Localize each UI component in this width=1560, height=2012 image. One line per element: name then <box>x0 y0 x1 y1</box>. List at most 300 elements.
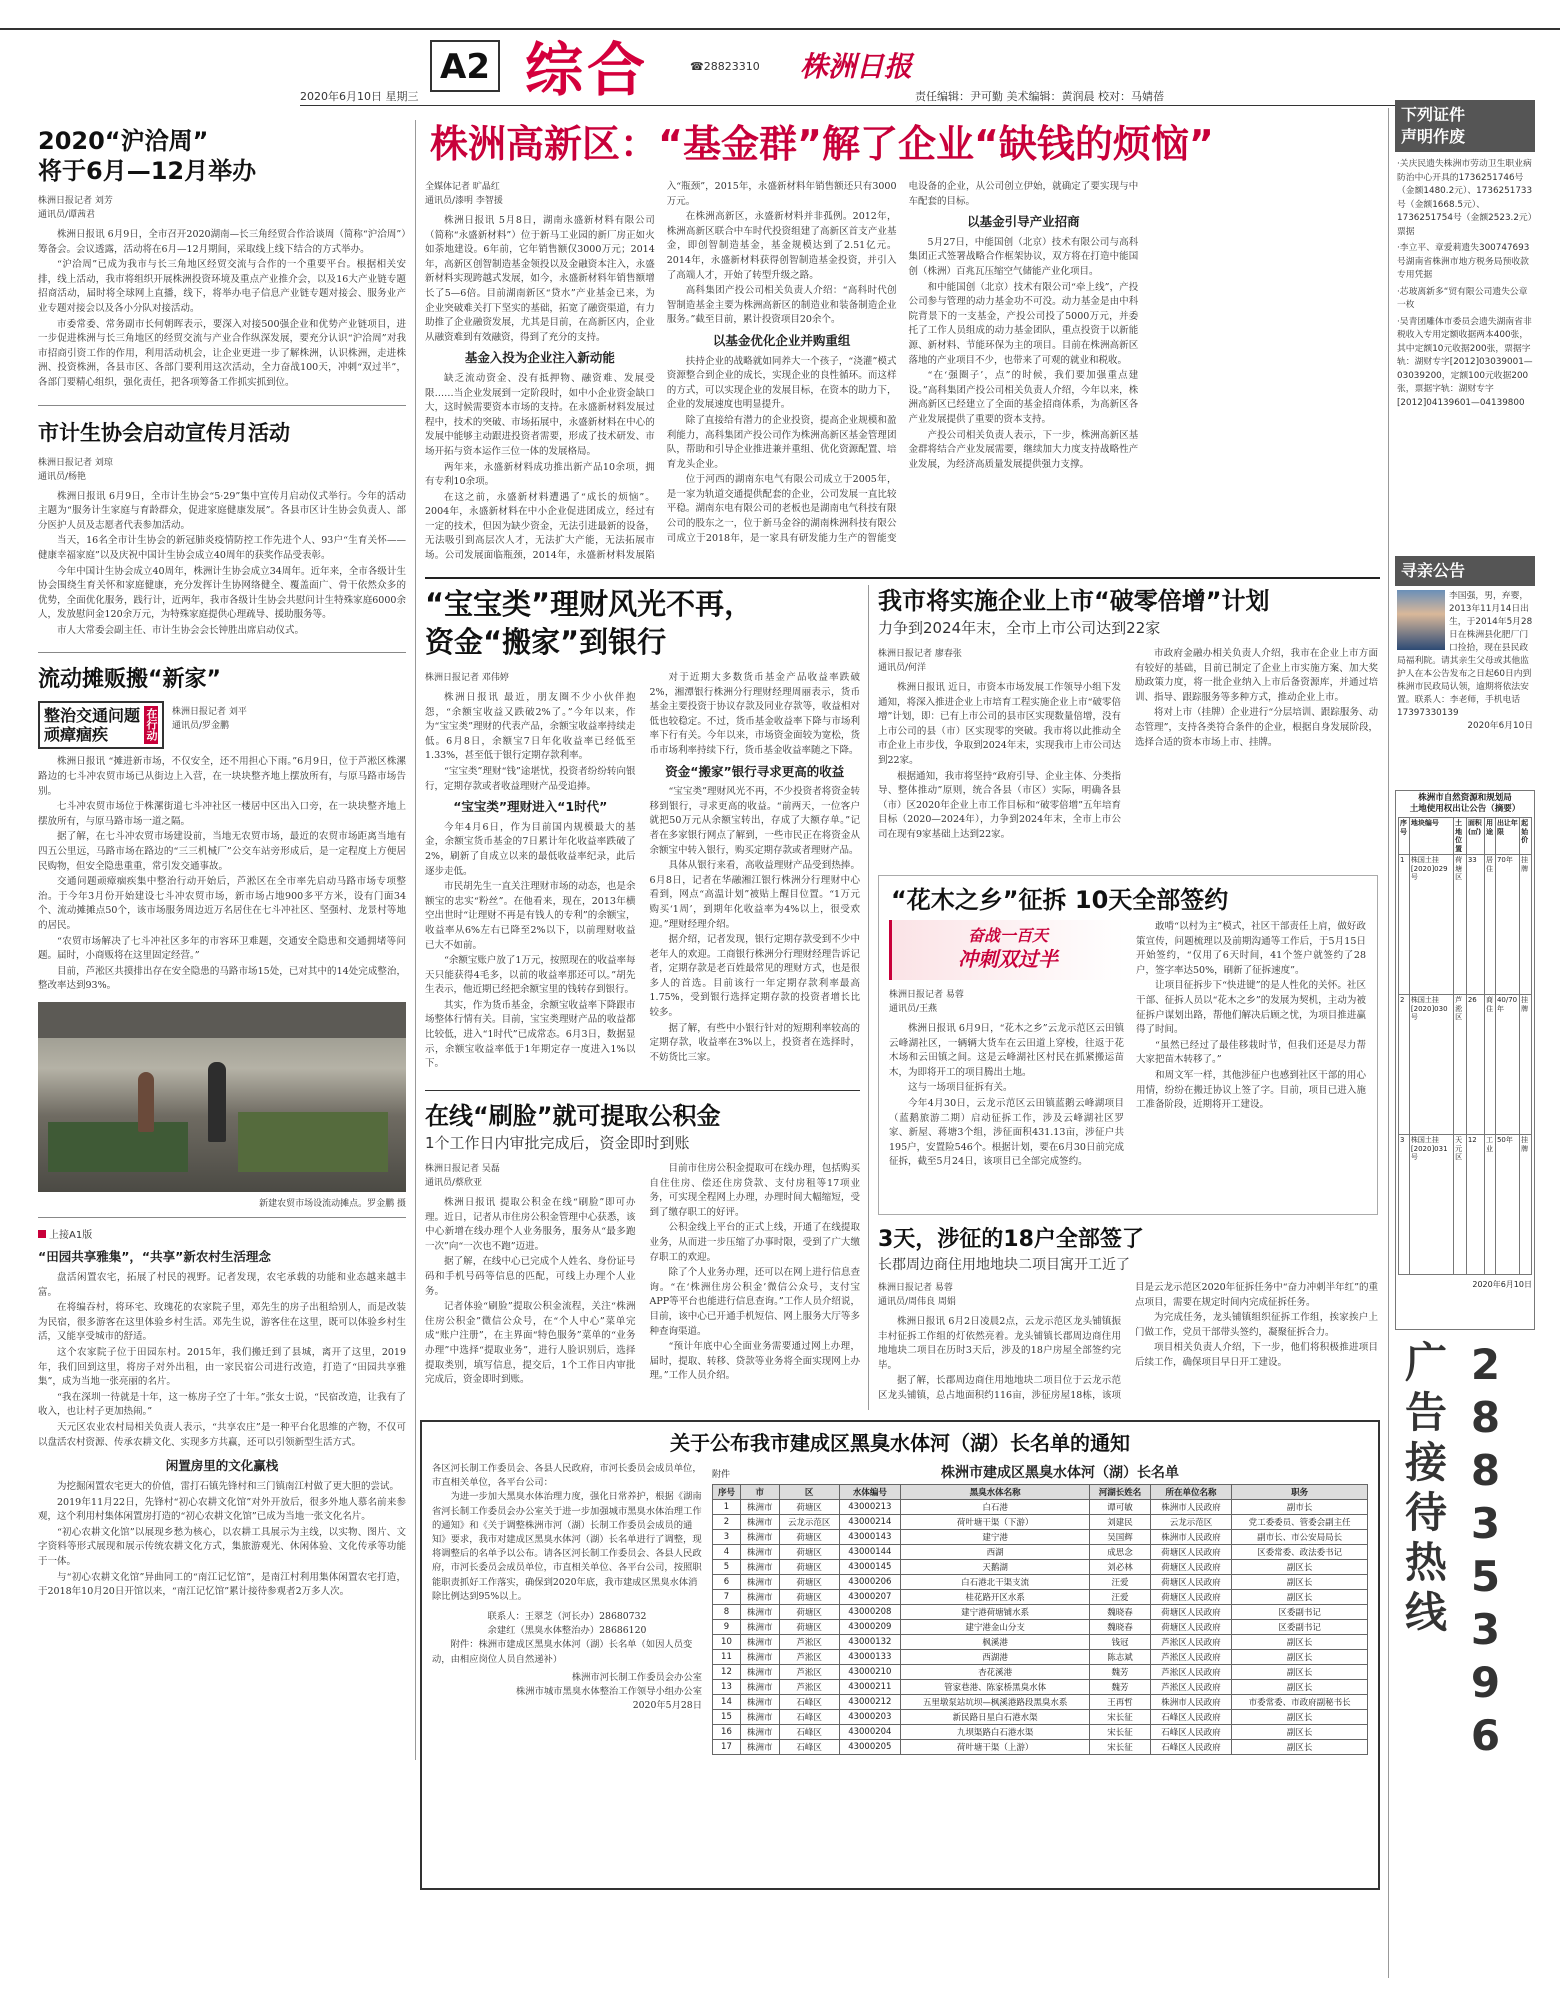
paragraph: 据了解，长郡周边商住用地地块二项目位于云龙示范区龙头铺镇，总占地面积约116亩，涉征房屋18栋，该项目是云龙示范区2020年征拆任务中“奋力冲刺半年红”的重点项目，需要在规定时间内完成征拆任务。 <box>878 1282 1378 1401</box>
table-cell: 43000208 <box>839 1605 900 1620</box>
table-row <box>713 1650 1368 1665</box>
notice-salutation: 各区河长制工作委员会、各县人民政府，市河长委员会成员单位，市直相关单位，各平台公司： <box>432 1463 702 1489</box>
left-subcolumn <box>889 920 1124 1171</box>
table-cell: 副区长 <box>1232 1560 1368 1575</box>
table-cell: 2 <box>713 1515 741 1530</box>
table-cell: 宋长征 <box>1090 1710 1150 1725</box>
land-cell: 26 <box>1466 995 1484 1135</box>
article-body <box>425 671 860 1081</box>
land-cell: 挂牌 <box>1520 995 1532 1135</box>
table-cell: 荷塘区 <box>779 1530 839 1545</box>
table-row <box>713 1575 1368 1590</box>
article-columns <box>878 647 1378 867</box>
paragraph: 今年中国计生协会成立40周年，株洲计生协会成立34周年。近年来，全市各级计生协会围绕生育关怀和家庭健康，充分发挥计生协网络健全、覆盖面广、骨干依然众多的优势，全面优化服务，践行计，近两年，我市各级计生协会共慰问计生特殊家庭6000余人，发放慰问金120余万元，为特殊家庭提供心理疏导、援助服务等。 <box>38 565 406 621</box>
paragraph: 记者体验“刷脸”提取公积金流程，关注“株洲住房公积金”微信公众号，在“个人中心”菜单完成“账户注册”，在主界面“特色服务”菜单的“业务办理”中选择“提取业务”，进行人脸识别后，选择提取类别，填写信息，提交后，1个工作日内审批完成后，资金即时到账。 <box>425 1301 636 1386</box>
table-cell: 副区长 <box>1232 1680 1368 1695</box>
land-cell: 12 <box>1466 1135 1484 1275</box>
paragraph: 交通问题顽瘴痼疾集中整治行动开始后，芦淞区在全市率先启动马路市场专项整治。于今年3月份开始建设七斗冲农贸市场，新市场占地900多平方米，设有门面34个、流动摊摊点50个，该市场服务周边近万名居住在七斗冲社区、坚强村、龙景村等地的居民。 <box>38 876 406 931</box>
table-cell: 副区长 <box>1232 1590 1368 1605</box>
land-cell: 天元区 <box>1454 1135 1467 1275</box>
void-title: 下列证件 声明作废 <box>1401 105 1466 146</box>
paragraph: 缺乏流动资金、没有抵押物、融资难、发展受限……当企业发展到一定阶段时，如中小企业资金缺口大，这时候需要资本市场的支持。在永盛新材料发展过程中，技术的突破、市场拓展中，永盛新材料在中心的发展中能够主动跟进投资者需要，形成了技术研发、市场开拓与资本运作三位一体的发展格局。 <box>425 372 655 457</box>
table-cell: 株洲市 <box>740 1560 779 1575</box>
table-cell: 荷塘区人民政府 <box>1150 1545 1232 1560</box>
table-header-cell: 所在单位名称 <box>1150 1485 1232 1500</box>
paragraph: 株洲日报讯 5月8日，湖南永盛新材料有限公司（简称“永盛新材料”）位于新马工业园的新厂房正如火如荼地建设。6年前，它年销售额仅3000万元；2014年，高新区创智制造基金领投以及金融资本注入，永盛新材料实现跨越式发展，如今，永盛新材料年销售额增长了5—6倍。目前湖南新区“贷水”产业基金已来，为企业突破难关打下坚实的基础，拓宽了融资渠道，有力助推了企业融资发展，尤其是目前，在高新区内，企业从融资难到有效融资，得到了充分的支持。 <box>425 215 655 343</box>
table-header-cell: 河湖长姓名 <box>1090 1485 1150 1500</box>
issuer-1: 株洲市河长制工作委员会办公室 <box>571 1671 702 1683</box>
notice-attachment: 附件：株洲市建成区黑臭水体河（湖）长名单（如因人员变动，由相应岗位人员自然递补） <box>432 1639 693 1665</box>
table-cell: 43000203 <box>839 1710 900 1725</box>
table-cell: 荷塘区人民政府 <box>1150 1605 1232 1620</box>
paragraph: 这与一场项目征拆有关。 <box>908 1082 1013 1094</box>
table-cell: 汪爱 <box>1090 1575 1150 1590</box>
table-cell: 43000206 <box>839 1575 900 1590</box>
table-row <box>713 1515 1368 1530</box>
table-cell: 枫溪港 <box>900 1635 1089 1650</box>
paragraph: 株洲日报讯 6月9日，全市计生协会“5·29”集中宣传月启动仪式举行。今年的活动主题为“服务计生家庭与育龄群众，促进家庭健康发展”。各县市区计生协会负责人、部分医护人员及志愿者代表参加活动。 <box>38 490 406 531</box>
land-cell: 株国土挂[2020]030号 <box>1409 995 1453 1135</box>
missing-title: 寻亲公告 <box>1401 561 1466 580</box>
land-table-body <box>1399 855 1532 1275</box>
land-notice-head: 土地使用权出让公告（摘要） <box>1409 804 1521 814</box>
ad-label: 广告接待热线 <box>1399 1340 1448 1640</box>
article-columns <box>425 671 860 1081</box>
table-cell: 荷塘区 <box>779 1560 839 1575</box>
table-cell: 17 <box>713 1740 741 1755</box>
paragraph: 5月27日，中能国创（北京）技术有限公司与高科集团正式签署战略合作框架协议，双方将在打造中能国创（株洲）百兆瓦压缩空气储能产业化项目。 <box>908 236 1139 277</box>
table-cell: 副区长 <box>1232 1710 1368 1725</box>
paragraph: “农贸市场解决了七斗冲社区多年的市容环卫难题，交通安全隐患和交通拥堵等问题。届时，小商贩将在这里固定经营。” <box>38 935 406 962</box>
table-area <box>712 1462 1368 1755</box>
table-cell: 7 <box>713 1590 741 1605</box>
paragraph: “初心农耕文化馆”以展现乡愁为核心，以农耕工具展示为主线，以实物、图片、文字资料等形式展现和展示传统农耕文化方式，集旅游观光、休闲体验、文化传承等功能于一体。 <box>38 1526 406 1568</box>
table-row <box>713 1590 1368 1605</box>
paragraph: 为挖掘闲置农宅更大的价值，雷打石镇先锋村和三门镇南江村做了更大胆的尝试。 <box>57 1481 400 1493</box>
subtitle: 资金“搬家”银行寻求更高的收益 <box>665 763 845 779</box>
article-subtitle: 力争到2024年末，全市上市公司达到22家 <box>878 619 1161 637</box>
article-body <box>38 490 406 639</box>
land-cell: 1 <box>1399 855 1410 995</box>
paragraph: 在将编吞村，将环宅、玫瑰花的农家院子里，邓先生的房子出租给别人，而是改装为民宿，很多游客在这里体验乡村生活。邓先生说，游客住在这里，既可以体验乡村生活，又能享受城市的舒适。 <box>38 1302 406 1343</box>
byline: 株洲日报记者 易蓉 通讯员/王燕 <box>889 990 964 1014</box>
ad-number: 28835396 <box>1461 1340 1510 1764</box>
land-header-cell: 用途 <box>1485 818 1496 855</box>
table-cell: 株洲市 <box>740 1725 779 1740</box>
article-columns <box>879 920 1377 1171</box>
land-header-cell: 出让年限 <box>1495 818 1519 855</box>
table-header-cell: 水体编号 <box>839 1485 900 1500</box>
article-body <box>38 755 406 994</box>
table-cell: 杏花溪港 <box>900 1665 1089 1680</box>
paragraph: 让项目征拆步下“快进键”的是人性化的关怀。社区干部、征拆人员以“花木之乡”的发展为契机，主动为被征拆户谋划出路，帮他们解决后顾之忧，为项目推进赢得了时间。 <box>1136 980 1366 1036</box>
table-cell: 白石港 <box>900 1500 1089 1515</box>
article-title: 在线“刷脸”就可提取公积金 <box>425 1102 721 1130</box>
table-cell: 株洲市 <box>740 1500 779 1515</box>
table-cell: 芦淞区人民政府 <box>1150 1650 1232 1665</box>
table-cell: 九坝渠路白石港水渠 <box>900 1725 1089 1740</box>
table-cell: 10 <box>713 1635 741 1650</box>
table-cell: 14 <box>713 1695 741 1710</box>
table-header-cell: 市 <box>740 1485 779 1500</box>
table-cell: 王再哲 <box>1090 1695 1150 1710</box>
land-cell: 株国土挂[2020]029号 <box>1409 855 1453 995</box>
table-cell: 荷塘区人民政府 <box>1150 1560 1232 1575</box>
paragraph: 株洲日报讯 近日，市资本市场发展工作领导小组下发通知，将深入推进企业上市培育工程实施企业上市“破零倍增”计划，即：已有上市公司的县市区实现数量倍增，没有上市公司的县（市）区实现零的突破。我市将以此推动全市企业上市步伐，争取到2024年末，实现我市上市公司达到22家。 <box>878 682 1121 766</box>
table-cell: 建宁港荷塘铺水系 <box>900 1605 1089 1620</box>
paragraph: 对于近期大多数货币基金产品收益率跌破2%，湘潭银行株洲分行理财经理周丽表示，货币基金主要投资于协议存款及同业存款等，收益相对低也较稳定。不过，货币基金收益率下降与市场利率下行有关。今年以来，市场资金面较为宽松，货币市场利率持续下行，货币基金收益率随之下降。 <box>649 672 860 756</box>
photo-stall <box>48 1122 188 1172</box>
missing-date: 2020年6月10日 <box>1467 721 1533 731</box>
paper-name: 株洲日报 <box>800 50 913 83</box>
paragraph: 市政府金融办相关负责人介绍，我市在企业上市方面有较好的基础，目前已制定了企业上市实施方案、加大奖励政策力度，将一批企业纳入上市后备资源库，并通过培训、指导、跟踪服务等多种方式，推动企业上市。 <box>1135 648 1378 703</box>
void-item: ·吴青团雕体市委员会遗失湖南省非税收入专用定额收据两本400张，其中定额10元收据200张，票据字轨：湖财专字[2012]03039001—03039200，定额100元收据200张，票据字轨：湖财专字[2012]04139601—04139800 <box>1397 316 1533 408</box>
jump-label <box>38 1226 406 1241</box>
paragraph: 今年4月6日，作为目前国内规模最大的基金，余额宝货币基金的7日累计年化收益率跌破了2%，刷新了自成立以来的最低收益率纪录，此后逐步走低。 <box>425 821 636 877</box>
divider <box>38 405 406 406</box>
table-row <box>713 1530 1368 1545</box>
campaign-banner <box>889 920 1124 980</box>
table-cell: 43000204 <box>839 1725 900 1740</box>
paragraph: 和周文军一样，其他涉征户也感到社区干部的用心用情，纷纷在搬迁协议上签了字。目前，项目已进入施工准备阶段，近期将开工建设。 <box>1136 1069 1366 1111</box>
article-title-line1: “宝宝类”理财风光不再， <box>425 587 754 621</box>
article-huamu <box>878 875 1378 1215</box>
article-title: 市计生协会启动宣传月活动 <box>38 420 290 445</box>
table-cell: 副区长 <box>1232 1635 1368 1650</box>
subtitle: 闲置房里的文化赢栈 <box>165 1458 279 1474</box>
void-items <box>1395 152 1535 552</box>
paragraph: 株洲日报讯 提取公积金在线“刷脸”即可办理。近日，记者从市住房公积金管理中心获悉，该中心新增在线办理个人业务服务，服务从“最多跑一次”向“一次也不跑”迈进。 <box>425 1197 636 1252</box>
table-header-cell: 职务 <box>1232 1485 1368 1500</box>
table-cell: 芦淞区 <box>779 1650 839 1665</box>
table-cell: 43000209 <box>839 1620 900 1635</box>
table-cell: 株洲市 <box>740 1635 779 1650</box>
byline: 全媒体记者 旷晶红 通讯员/漆明 李智援 <box>425 182 503 206</box>
issuer-2: 株洲市城市黑臭水体整治工作领导小组办公室 <box>516 1686 702 1698</box>
land-table-head <box>1399 818 1532 855</box>
table-row <box>713 1740 1368 1755</box>
table-cell: 石峰区人民政府 <box>1150 1710 1232 1725</box>
market-photo <box>38 1002 406 1192</box>
table-cell: 5 <box>713 1560 741 1575</box>
lead-article <box>425 118 1380 573</box>
series-box-tag: 在行动 <box>144 706 158 744</box>
paragraph: 据了解，有些中小银行针对的短期利率较高的定期存款，收益率在3%以上，投资者在选择时，不妨货比三家。 <box>649 1022 860 1063</box>
table-cell: 荷塘区 <box>779 1575 839 1590</box>
table-header-cell: 序号 <box>713 1485 741 1500</box>
paragraph: 今年4月30日，云龙示范区云田镇蓝鹅云峰湖项目（蓝鹅旅游二期）启动征拆工作，涉及云峰湖社区罗家、新屋、蒋塘3个组，涉征面积431.13亩，涉征户共195户，安置险546个。根据计划，要在6月30日前完成征拆，截至5月24日，该项目已全部完成签约。 <box>889 1097 1124 1168</box>
byline: 株洲日报记者 邓伟婷 <box>425 673 509 683</box>
table-cell: 3 <box>713 1530 741 1545</box>
table-cell: 刘必林 <box>1090 1560 1150 1575</box>
subtitle: 以基金引导产业招商 <box>967 214 1080 230</box>
ad-hotline <box>1395 1340 1535 1900</box>
table-cell: 魏晓春 <box>1090 1620 1150 1635</box>
table-cell: 荷叶塘干渠（下游） <box>900 1515 1089 1530</box>
land-cell: 40/70年 <box>1495 995 1519 1135</box>
paragraph: 两年来，永盛新材料成功推出新产品10余项，拥有专利10余项。 <box>425 461 655 488</box>
table-cell: 云龙示范区 <box>779 1515 839 1530</box>
article-columns <box>425 1162 860 1402</box>
table-cell: 株洲市 <box>740 1590 779 1605</box>
void-item: ·关庆民遗失株洲市劳动卫生职业病防治中心开具的1736251746号（金额1480.2元）、1736251733号（金额1668.5元）、1736251754号（金额2523.2元）票据 <box>1397 159 1533 237</box>
table-cell: 副区长 <box>1232 1575 1368 1590</box>
paragraph: 据介绍，记者发现，银行定期存款受到不少中老年人的欢迎。工商银行株洲分行理财经理告诉记者，定期存款是老百姓最常见的理财方式，也是很多人的首选。目前该行一年定期存款利率最高1.75%，受到银行选择定期存款的投资者增长比较多。 <box>649 934 860 1019</box>
table-cell: 白石港北干渠支流 <box>900 1575 1089 1590</box>
staff-line: 责任编辑：尹可勤 美术编辑：黄润晨 校对：马婧蓓 <box>915 90 1164 103</box>
land-row <box>1399 995 1532 1135</box>
paragraph: 株洲日报讯 6月9日，全市召开2020湖南—长三角经贸合作洽谈周（简称“沪洽周”）筹备会。会议透露，活动将在6月—12月期间，采取线上线下结合的方式举办。 <box>38 229 406 255</box>
table-cell: 12 <box>713 1665 741 1680</box>
table-cell: 桂花路开区水系 <box>900 1590 1089 1605</box>
page-number: A2 <box>440 47 490 87</box>
table-header-row <box>712 1462 1368 1484</box>
table-cell: 43000205 <box>839 1740 900 1755</box>
table-cell: 株洲市 <box>740 1605 779 1620</box>
paragraph: 项目相关负责人介绍，下一步，他们将积极推进项目后续工作，确保项目早日开工建设。 <box>1135 1342 1378 1368</box>
article-gongjijin <box>425 1100 860 1410</box>
table-cell: 1 <box>713 1500 741 1515</box>
column-rule <box>868 585 869 1410</box>
notice-body: 为进一步加大黑臭水体治理力度，强化日常养护，根据《湖南省河长制工作委员会办公室关于进一步加强城市黑臭水体治理工作的通知》和《关于调整株洲市河（湖）长制工作委员会成员的通知》要求，我市对建成区黑臭水体河（湖）长名单进行了调整，现将调整后的名单予以公布。请各区河长制工作委员会、各县人民政府，市河长委员会成员单位，市直相关单位、各平台公司，按照职能职责抓好工作落实，确保到2020年底，我市建成区黑臭水体消除比例达到95%以上。 <box>432 1491 702 1602</box>
table-row <box>713 1545 1368 1560</box>
paragraph: 2019年11月22日，先锋村“初心农耕文化馆”对外开放后，很多外地人慕名前来参观，这个利用村集体闲置房打造的“初心农耕文化馆”已成为当地一张文化名片。 <box>38 1496 406 1523</box>
table-cell: 副市长、市公安局局长 <box>1232 1530 1368 1545</box>
subtitle: 以基金优化企业并购重组 <box>712 332 851 348</box>
land-cell: 株国土挂[2020]031号 <box>1409 1135 1453 1275</box>
table-cell: 区委副书记 <box>1232 1605 1368 1620</box>
table-cell: 西湖 <box>900 1545 1089 1560</box>
table-cell: 宋长征 <box>1090 1740 1150 1755</box>
table-cell: 荷塘区人民政府 <box>1150 1575 1232 1590</box>
notice-content <box>422 1458 1378 1759</box>
table-cell: 副区长 <box>1232 1665 1368 1680</box>
table-row <box>713 1635 1368 1650</box>
table-cell: 株洲市 <box>740 1665 779 1680</box>
land-header-cell: 序号 <box>1399 818 1410 855</box>
paragraph: 高科集团产投公司相关负责人介绍：“高科时代创智制造基金主要为株洲高新区的制造业和装备制造企业服务。”截至目前，累计投资项目20余个。 <box>666 285 897 326</box>
byline: 株洲日报记者 刘平 通讯员/罗金鹏 <box>172 707 247 732</box>
paragraph: 据了解，在线中心已完成个人姓名、身份证号码和手机号码等信息的匹配，可线上办理个人业务。 <box>425 1256 636 1297</box>
table-cell: 43000145 <box>839 1560 900 1575</box>
photo-roof <box>38 1002 406 1038</box>
paragraph: 七斗冲农贸市场位于株漯街道七斗冲社区一楼居中区出入口旁，在一块块整齐地上摆放所有，与原马路市场一道之隔。 <box>38 801 406 827</box>
table-cell: 副区长 <box>1232 1650 1368 1665</box>
land-header-cell: 面积(㎡) <box>1466 818 1484 855</box>
article-columns <box>878 1281 1378 1406</box>
land-header-cell: 土地位置 <box>1454 818 1467 855</box>
article-body <box>425 180 1138 565</box>
series-box-title: 整治交通问题 顽瘴痼疾 <box>44 706 141 745</box>
article-subtitle: 1个工作日内审批完成后，资金即时到账 <box>425 1134 690 1152</box>
paragraph: “虽然已经过了最佳移栽时节，但我们还是尽力帮大家把苗木转移了。” <box>1136 1039 1366 1066</box>
table-cell: 15 <box>713 1710 741 1725</box>
paragraph: “沪洽周”已成为我市与长三角地区经贸交流与合作的一个重要平台。根据相关安排，线上活动，我市将组织开展株洲投资环境及重点产业推介会，以及16大产业链专题招商活动，届时将全球网上直播，线下，将举办电子信息产业链专题对接会、服务业产业专题对接会以及各小分队对接活动。 <box>38 259 406 314</box>
paragraph: 位于河西的湖南东电气有限公司成立于2005年，是一家为轨道交通提供配套的企业，公司发展一直比较平稳。湖南东电有限公司的老板也是湖南电气科技有限公司的股东之一，位于新马金谷的湖南株洲科技有限公司成立于2018年，是一家具有研发能力生产的智能变电设备的企业，从公司创立伊始，就确定了要实现与中车配套的目标。 <box>666 181 1139 544</box>
right-sidebar <box>1395 100 1535 2000</box>
table-cell: 芦淞区人民政府 <box>1150 1665 1232 1680</box>
table-cell: 石峰区 <box>779 1725 839 1740</box>
land-cell: 3 <box>1399 1135 1410 1275</box>
table-cell: 魏芳 <box>1090 1665 1150 1680</box>
table-row <box>713 1695 1368 1710</box>
land-cell: 工业 <box>1485 1135 1496 1275</box>
article-body <box>38 1271 406 1450</box>
table-cell: 西湖港 <box>900 1650 1089 1665</box>
land-header-cell: 起始价 <box>1520 818 1532 855</box>
table-cell: 43000212 <box>839 1695 900 1710</box>
table-cell: 魏晓春 <box>1090 1605 1150 1620</box>
article-title-line2: 资金“搬家”到银行 <box>425 625 667 659</box>
table-cell: 株洲市人民政府 <box>1150 1530 1232 1545</box>
notice-box <box>420 1420 1380 1890</box>
article-tanfan <box>38 665 406 1209</box>
land-cell: 荷塘区 <box>1454 855 1467 995</box>
table-cell: 石峰区 <box>779 1710 839 1725</box>
table-cell: 16 <box>713 1725 741 1740</box>
missing-text: 李国强，男，弃婴，2013年11月14日出生，于2014年5月28日在株洲县化肥厂门口捡拾，现在县民政局福利院。请其亲生父母或其他监护人在本公告发布之日起60日内到株洲市民政局认领，逾期将依法安置。联系人：李老师，手机电话17397330139 <box>1397 591 1533 718</box>
paragraph: 根据通知，我市将坚持“政府引导、企业主体、分类指导、整体推动”原则，统合各县（市区）实际，明确各县（市）区2020年企业上市工作目标和“破零倍增”五年培育目标（2020—2024年），力争到2024年末，全市上市公司在现有9家基础上达到22家。 <box>878 770 1121 840</box>
table-cell: 汪爱 <box>1090 1590 1150 1605</box>
table-cell: 芦淞区人民政府 <box>1150 1635 1232 1650</box>
land-row <box>1399 1135 1532 1275</box>
table-cell: 株洲市 <box>740 1575 779 1590</box>
article-body <box>38 1480 406 1600</box>
paragraph: “宝宝类”理财“钱”途堪忧，投资者纷纷转向银行，定期存款或者收益理财产品受追捧。 <box>425 765 636 792</box>
land-cell: 50年 <box>1495 1135 1519 1275</box>
campaign-slogan-2: 冲刺双过半 <box>958 947 1058 971</box>
paragraph: 市民胡先生一直关注理财市场的动态，也是余额宝的忠实“粉丝”。在他看来，现在，2013年横空出世时“让理财不再是有钱人的专利”的余额宝，收益率从6%左右已降至2%以下，以前理财收益已大不如前。 <box>425 881 636 951</box>
land-cell: 商住 <box>1485 995 1496 1135</box>
paragraph: “宝宝类”理财风光不再，不少投资者将资金转移到银行，寻求更高的收益。“前两天，一位客户就把50万元从余额宝转出，存成了大额存单。”记者在多家银行网点了解到，一些市民正在将资金从余额宝中转入银行，购买定期存款或者理财产品。 <box>649 786 860 856</box>
paragraph: 产投公司相关负责人表示，下一步，株洲高新区基金群将结合产业发展需要，继续加大力度支持战略性产业发展，为经济高质量发展提供强力支撑。 <box>908 429 1139 470</box>
paragraph: 目前市住房公积金提取可在线办理，包括购买自住住房、偿还住房贷款、支付房租等17项业务，可实现全程网上办理，办理时间大幅缩短，受到了缴存职工的好评。 <box>649 1163 860 1218</box>
table-cell: 芦淞区人民政府 <box>1150 1680 1232 1695</box>
article-subtitle: 长郡周边商住用地地块二项目寓开工近了 <box>878 1257 1130 1273</box>
table-cell: 芦淞区 <box>779 1665 839 1680</box>
article-continued <box>38 1226 406 1600</box>
table-header-cell: 黑臭水体名称 <box>900 1485 1089 1500</box>
table-cell: 芦淞区 <box>779 1680 839 1695</box>
photo-person <box>208 1062 226 1142</box>
land-cell: 居住 <box>1485 855 1496 995</box>
table-row <box>713 1710 1368 1725</box>
paragraph: 市委常委、常务副市长何朝晖表示，要深入对接500强企业和优势产业链项目，进一步促进株洲与长三角地区的经贸交流与产业合作纵深发展，要充分认识“沪洽周”对我市招商引资工作的作用，利用活动机会，让企业更进一步了解株洲，认识株洲，走进株洲、投资株洲，各县市区、各部门要利用这次活动，全力奋战100天，冲刺“双过半”，各部门要精心组织，强化责任，把各项筹备工作抓实抓到位。 <box>38 318 406 388</box>
article-body <box>889 1022 1124 1170</box>
missing-body <box>1395 586 1535 786</box>
table-cell: 区委常委、政法委书记 <box>1232 1545 1368 1560</box>
table-cell: 荷塘区 <box>779 1605 839 1620</box>
paragraph: 盘活闲置农宅，拓展了村民的视野。记者发现，农宅承载的功能和业态越来越丰富。 <box>38 1271 406 1298</box>
series-box <box>38 701 164 749</box>
notice-title: 关于公布我市建成区黑臭水体河（湖）长名单的通知 <box>670 1431 1130 1455</box>
lead-body <box>425 180 1380 565</box>
table-cell: 石峰区人民政府 <box>1150 1725 1232 1740</box>
left-column <box>38 120 406 2000</box>
article-title: 我市将实施企业上市“破零倍增”计划 <box>878 587 1270 615</box>
land-notice <box>1395 790 1535 1330</box>
table-cell: 株洲市 <box>740 1710 779 1725</box>
attachment-label: 附件 <box>712 1470 731 1480</box>
paragraph: 市人大常委会副主任、市计生协会会长钟胜出席启动仪式。 <box>57 624 305 636</box>
notice-text <box>432 1462 702 1755</box>
subtitle: 基金入投为企业注入新动能 <box>464 350 615 366</box>
table-row <box>713 1665 1368 1680</box>
subtitle: “宝宝类”理财进入“1时代” <box>453 799 608 815</box>
article-title-line1: 2020“沪洽周” <box>38 127 209 155</box>
land-date: 2020年6月10日 <box>1472 1280 1532 1289</box>
table-cell: 建宁港金山分支 <box>900 1620 1089 1635</box>
article-title-line2: 将于6月—12月举办 <box>38 157 257 185</box>
paragraph: 株洲日报讯 最近，朋友圈不少小伙伴抱怨，“余额宝收益又跌破2%了。”今年以来，作为“宝宝类”理财的代表产品，余额宝收益率持续走低。6月8日，余额宝7日年化收益率已经低至1.33%，甚至低于银行定期存款利率。 <box>425 692 636 762</box>
subtitle: “田园共享雅集”，“共享”新农村生活理念 <box>38 1248 271 1264</box>
paragraph: 扶持企业的战略就如同养大一个孩子，“浇灌”模式资源整合到企业的成长，实现企业的良性循环。而这样的方式，可以实现企业的发展目标，在资本的助力下，企业的发展速度也明显提升。 <box>666 355 897 411</box>
table-cell: 副区长 <box>1232 1740 1368 1755</box>
article-baobao <box>425 585 860 1085</box>
river-chief-table <box>712 1484 1368 1755</box>
table-cell: 魏芳 <box>1090 1680 1150 1695</box>
page-number-box <box>430 40 500 92</box>
article-body <box>38 228 406 391</box>
column-rule <box>425 1090 860 1091</box>
child-photo <box>1397 590 1445 650</box>
paragraph: 除了直接给有潜力的企业投资，提高企业规模和盈利能力，高科集团产投公司作为株洲高新区基金管理团队，帮助和引导企业推进兼并重组、优化资源配置、培育龙头企业。 <box>666 414 897 470</box>
table-cell: 13 <box>713 1680 741 1695</box>
notice-void <box>1395 100 1535 152</box>
table-cell: 11 <box>713 1650 741 1665</box>
table-cell: 株洲市人民政府 <box>1150 1500 1232 1515</box>
table-cell: 荷塘区 <box>779 1545 839 1560</box>
paragraph: 株洲日报讯 “摊进新市场，不仅安全，还不用担心下雨。”6月9日，位于芦淞区株漯路边的七斗冲农贸市场已从街边上入营，在一块块整齐地上摆放所有，与原马路市场告别。 <box>38 756 406 797</box>
paragraph: 敢啃“以村为主”模式，社区干部责任上肩，做好政策宣传，问题梳理以及前期沟通等工作后，于5月15日开始签约，“仅用了6天时间，41个签户就签约了28户，签字率达50%，刷新了征拆速度”。 <box>1136 921 1366 976</box>
table-cell: 荷塘区 <box>779 1620 839 1635</box>
article-title: 3天，涉征的18户全部签了 <box>878 1227 1144 1252</box>
byline: 株洲日报记者 廖春张 通讯员/何洋 <box>878 649 962 673</box>
land-cell: 2 <box>1399 995 1410 1135</box>
article-body <box>425 1162 860 1402</box>
table-cell: 株洲市 <box>740 1680 779 1695</box>
table-row <box>713 1500 1368 1515</box>
table-cell: 株洲市人民政府 <box>1150 1695 1232 1710</box>
table-row <box>713 1620 1368 1635</box>
masthead <box>0 0 1560 115</box>
table-cell: 石峰区 <box>779 1695 839 1710</box>
table-cell: 五里墩泵站坑坝—枫溪港路段黑臭水系 <box>900 1695 1089 1710</box>
section-title: 综合 <box>525 36 650 104</box>
table-cell: 党工委委员、管委会副主任 <box>1232 1515 1368 1530</box>
table-cell: 43000143 <box>839 1530 900 1545</box>
photo-caption: 新建农贸市场设流动摊点。罗金鹏 摄 <box>259 1198 406 1209</box>
table-cell: 荷塘区人民政府 <box>1150 1590 1232 1605</box>
land-table <box>1398 817 1532 1275</box>
table-cell: 宋长征 <box>1090 1725 1150 1740</box>
divider <box>38 1217 406 1218</box>
paragraph: 目前，芦淞区共摸排出存在安全隐患的马路市场15处，已对其中的14处完成整治，整改率达到93%。 <box>38 965 406 992</box>
land-header-cell: 地块编号 <box>1409 818 1453 855</box>
table-cell: 株洲市 <box>740 1695 779 1710</box>
land-cell: 挂牌 <box>1520 855 1532 995</box>
sidebar-rule <box>1388 108 1389 1978</box>
table-row <box>713 1605 1368 1620</box>
paragraph: 据了解，在七斗冲农贸市场建设前，当地无农贸市场，最近的农贸市场距离当地有四五公里远，马路市场在路边的“三三机械厂”公交车站旁形成后，是一定程度上方便居民购物，但安全隐患重重，常引发交通事故。 <box>38 831 406 872</box>
paragraph: 在株洲高新区，永盛新材料并非孤例。2012年，株洲高新区联合中车时代投资组建了高新区首支产业基金，即创智制造基金，基金规模达到了2.51亿元。2014年，永盛新材料获得创智制造基金投资，并引入了高端人才，开始了转型升级之路。 <box>666 211 897 281</box>
table-cell: 天鹅湖 <box>900 1560 1089 1575</box>
table-cell: 吴国辉 <box>1090 1530 1150 1545</box>
table-cell: 6 <box>713 1575 741 1590</box>
byline: 株洲日报记者 吴磊 通讯员/蔡欣亚 <box>425 1164 500 1188</box>
paragraph: 与“初心农耕文化馆”异曲同工的“南江记忆馆”，是南江村利用集体闲置农宅打造，于2018年10月20日开馆以来，“南江记忆馆”累计接待参观者2万多人次。 <box>38 1571 406 1598</box>
masthead-rule-bottom <box>300 105 1410 106</box>
